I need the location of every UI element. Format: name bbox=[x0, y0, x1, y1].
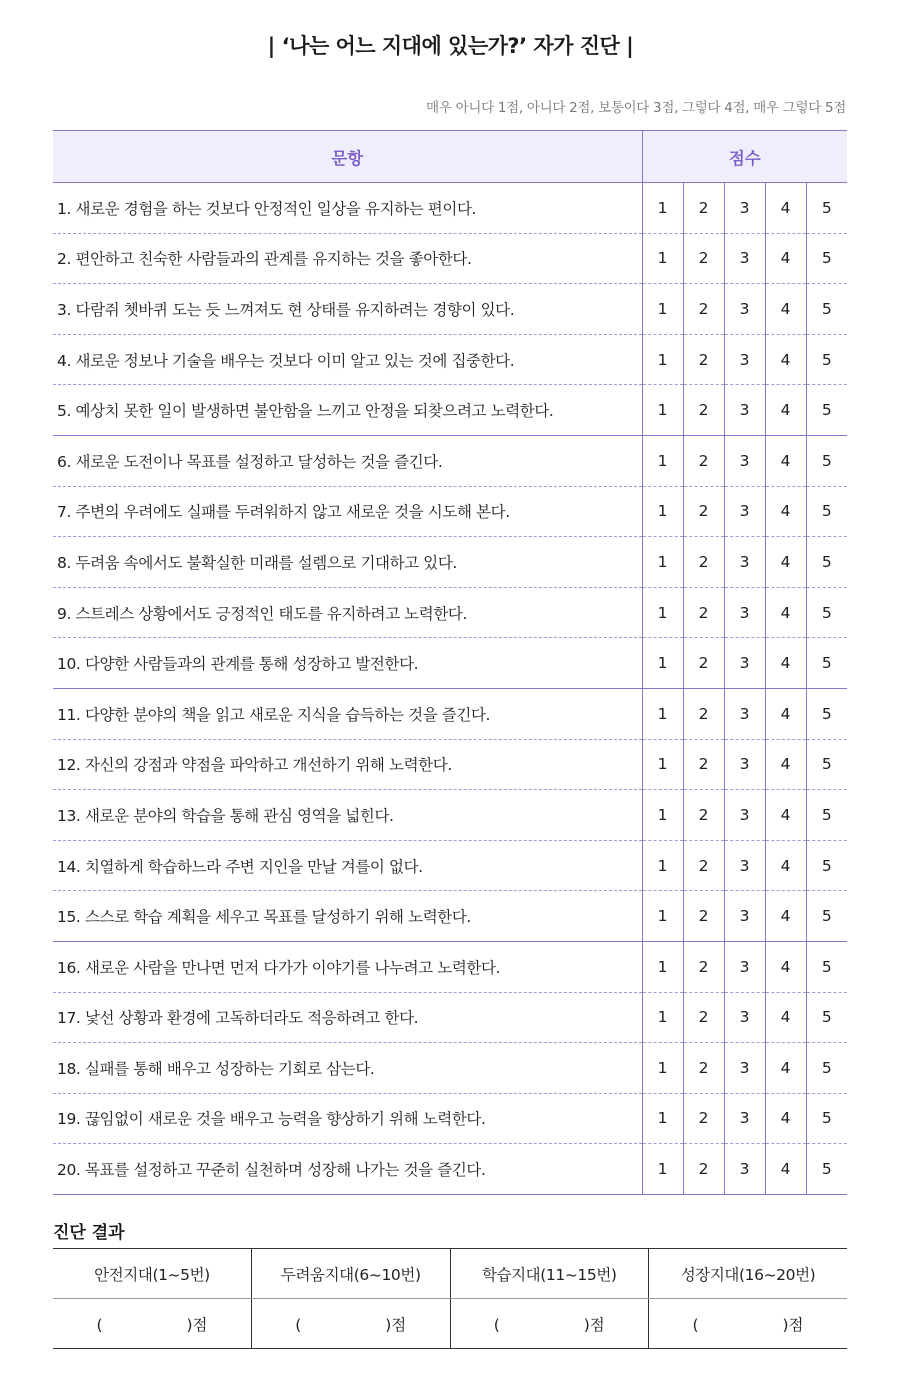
score-option-5[interactable]: 5 bbox=[806, 537, 847, 588]
score-option-5[interactable]: 5 bbox=[806, 638, 847, 689]
result-header-row bbox=[53, 1249, 847, 1299]
question-text: 11. 다양한 분야의 책을 읽고 새로운 지식을 습득하는 것을 즐긴다. bbox=[53, 688, 642, 739]
question-text: 15. 스스로 학습 계획을 세우고 목표를 달성하기 위해 노력한다. bbox=[53, 891, 642, 942]
table-header-row bbox=[53, 131, 847, 183]
question-text: 7. 주변의 우려에도 실패를 두려워하지 않고 새로운 것을 시도해 본다. bbox=[53, 486, 642, 537]
question-row bbox=[53, 1093, 847, 1144]
score-option-2[interactable]: 2 bbox=[683, 790, 724, 841]
question-text: 19. 끊임없이 새로운 것을 배우고 능력을 향상하기 위해 노력한다. bbox=[53, 1093, 642, 1144]
score-option-4[interactable]: 4 bbox=[765, 739, 806, 790]
question-row bbox=[53, 587, 847, 638]
zone-label: 학습지대(11~15번) bbox=[450, 1249, 649, 1299]
zone-score-blank[interactable] bbox=[53, 1299, 252, 1349]
score-option-3[interactable]: 3 bbox=[724, 688, 765, 739]
score-suffix: )점 bbox=[782, 1315, 804, 1334]
score-option-4[interactable]: 4 bbox=[765, 537, 806, 588]
score-option-3[interactable]: 3 bbox=[724, 891, 765, 942]
score-option-3[interactable]: 3 bbox=[724, 183, 765, 234]
score-option-2[interactable]: 2 bbox=[683, 334, 724, 385]
question-text: 8. 두려움 속에서도 불확실한 미래를 설렘으로 기대하고 있다. bbox=[53, 537, 642, 588]
question-text: 13. 새로운 분야의 학습을 통해 관심 영역을 넓힌다. bbox=[53, 790, 642, 841]
score-option-2[interactable]: 2 bbox=[683, 840, 724, 891]
score-option-3[interactable]: 3 bbox=[724, 537, 765, 588]
score-option-1[interactable]: 1 bbox=[642, 537, 683, 588]
score-option-3[interactable]: 3 bbox=[724, 486, 765, 537]
open-paren: ( bbox=[96, 1315, 103, 1334]
score-option-1[interactable]: 1 bbox=[642, 435, 683, 486]
score-option-2[interactable]: 2 bbox=[683, 183, 724, 234]
zone-score-blank[interactable] bbox=[649, 1299, 848, 1349]
question-row bbox=[53, 638, 847, 689]
score-option-2[interactable]: 2 bbox=[683, 587, 724, 638]
score-suffix: )점 bbox=[385, 1315, 407, 1334]
question-text: 12. 자신의 강점과 약점을 파악하고 개선하기 위해 노력한다. bbox=[53, 739, 642, 790]
question-row bbox=[53, 790, 847, 841]
question-text: 1. 새로운 경험을 하는 것보다 안정적인 일상을 유지하는 편이다. bbox=[53, 183, 642, 234]
score-option-2[interactable]: 2 bbox=[683, 233, 724, 284]
score-option-4[interactable]: 4 bbox=[765, 1043, 806, 1094]
score-option-2[interactable]: 2 bbox=[683, 284, 724, 335]
page-title: | ‘나는 어느 지대에 있는가?’ 자가 진단 | bbox=[267, 34, 634, 58]
score-option-4[interactable]: 4 bbox=[765, 638, 806, 689]
score-option-2[interactable]: 2 bbox=[683, 638, 724, 689]
question-row bbox=[53, 385, 847, 436]
score-option-1[interactable]: 1 bbox=[642, 1043, 683, 1094]
score-option-5[interactable]: 5 bbox=[806, 739, 847, 790]
score-option-5[interactable]: 5 bbox=[806, 385, 847, 436]
score-option-5[interactable]: 5 bbox=[806, 183, 847, 234]
score-option-5[interactable]: 5 bbox=[806, 284, 847, 335]
question-text: 14. 치열하게 학습하느라 주변 지인을 만날 겨를이 없다. bbox=[53, 840, 642, 891]
score-option-5[interactable]: 5 bbox=[806, 233, 847, 284]
score-option-5[interactable]: 5 bbox=[806, 941, 847, 992]
score-option-2[interactable]: 2 bbox=[683, 1144, 724, 1195]
question-row bbox=[53, 941, 847, 992]
question-text: 20. 목표를 설정하고 꾸준히 실천하며 성장해 나가는 것을 즐긴다. bbox=[53, 1144, 642, 1195]
score-option-1[interactable]: 1 bbox=[642, 233, 683, 284]
question-row bbox=[53, 1144, 847, 1195]
scale-note: 매우 아니다 1점, 아니다 2점, 보통이다 3점, 그렇다 4점, 매우 그렇다 5점 bbox=[426, 100, 846, 116]
score-option-2[interactable]: 2 bbox=[683, 1043, 724, 1094]
score-option-1[interactable]: 1 bbox=[642, 891, 683, 942]
score-option-2[interactable]: 2 bbox=[683, 891, 724, 942]
score-option-4[interactable]: 4 bbox=[765, 1144, 806, 1195]
score-option-2[interactable]: 2 bbox=[683, 435, 724, 486]
score-option-5[interactable]: 5 bbox=[806, 1093, 847, 1144]
score-option-5[interactable]: 5 bbox=[806, 840, 847, 891]
zone-label: 성장지대(16~20번) bbox=[649, 1249, 848, 1299]
question-row bbox=[53, 891, 847, 942]
score-option-4[interactable]: 4 bbox=[765, 435, 806, 486]
question-text: 10. 다양한 사람들과의 관계를 통해 성장하고 발전한다. bbox=[53, 638, 642, 689]
score-option-1[interactable]: 1 bbox=[642, 385, 683, 436]
question-row bbox=[53, 183, 847, 234]
score-option-3[interactable]: 3 bbox=[724, 1043, 765, 1094]
score-option-4[interactable]: 4 bbox=[765, 233, 806, 284]
score-option-5[interactable]: 5 bbox=[806, 435, 847, 486]
score-option-2[interactable]: 2 bbox=[683, 1093, 724, 1144]
question-text: 3. 다람쥐 쳇바퀴 도는 듯 느껴져도 현 상태를 유지하려는 경향이 있다. bbox=[53, 284, 642, 335]
score-option-4[interactable]: 4 bbox=[765, 891, 806, 942]
score-option-4[interactable]: 4 bbox=[765, 334, 806, 385]
question-row bbox=[53, 537, 847, 588]
score-option-3[interactable]: 3 bbox=[724, 1144, 765, 1195]
score-option-4[interactable]: 4 bbox=[765, 587, 806, 638]
score-option-1[interactable]: 1 bbox=[642, 941, 683, 992]
score-option-5[interactable]: 5 bbox=[806, 1043, 847, 1094]
question-text: 2. 편안하고 친숙한 사람들과의 관계를 유지하는 것을 좋아한다. bbox=[53, 233, 642, 284]
question-row bbox=[53, 1043, 847, 1094]
score-option-4[interactable]: 4 bbox=[765, 688, 806, 739]
score-option-1[interactable]: 1 bbox=[642, 284, 683, 335]
score-option-3[interactable]: 3 bbox=[724, 334, 765, 385]
question-text: 16. 새로운 사람을 만나면 먼저 다가가 이야기를 나누려고 노력한다. bbox=[53, 941, 642, 992]
score-option-3[interactable]: 3 bbox=[724, 233, 765, 284]
question-text: 17. 낯선 상황과 환경에 고독하더라도 적응하려고 한다. bbox=[53, 992, 642, 1043]
score-option-4[interactable]: 4 bbox=[765, 486, 806, 537]
score-option-5[interactable]: 5 bbox=[806, 688, 847, 739]
score-option-2[interactable]: 2 bbox=[683, 486, 724, 537]
score-option-3[interactable]: 3 bbox=[724, 435, 765, 486]
score-option-4[interactable]: 4 bbox=[765, 941, 806, 992]
score-option-2[interactable]: 2 bbox=[683, 941, 724, 992]
question-row bbox=[53, 992, 847, 1043]
score-option-4[interactable]: 4 bbox=[765, 284, 806, 335]
question-row bbox=[53, 233, 847, 284]
open-paren: ( bbox=[692, 1315, 699, 1334]
question-text: 6. 새로운 도전이나 목표를 설정하고 달성하는 것을 즐긴다. bbox=[53, 435, 642, 486]
score-option-1[interactable]: 1 bbox=[642, 1093, 683, 1144]
score-option-1[interactable]: 1 bbox=[642, 688, 683, 739]
score-option-3[interactable]: 3 bbox=[724, 739, 765, 790]
score-suffix: )점 bbox=[186, 1315, 208, 1334]
survey-body bbox=[53, 183, 847, 1195]
score-option-5[interactable]: 5 bbox=[806, 1144, 847, 1195]
score-option-3[interactable]: 3 bbox=[724, 1093, 765, 1144]
score-option-2[interactable]: 2 bbox=[683, 739, 724, 790]
score-option-2[interactable]: 2 bbox=[683, 992, 724, 1043]
zone-label: 두려움지대(6~10번) bbox=[252, 1249, 451, 1299]
question-row bbox=[53, 334, 847, 385]
question-column-header: 문항 bbox=[53, 131, 642, 183]
score-option-5[interactable]: 5 bbox=[806, 790, 847, 841]
score-option-3[interactable]: 3 bbox=[724, 385, 765, 436]
result-value-row bbox=[53, 1299, 847, 1349]
question-row bbox=[53, 435, 847, 486]
zone-label: 안전지대(1~5번) bbox=[53, 1249, 252, 1299]
score-option-3[interactable]: 3 bbox=[724, 992, 765, 1043]
score-option-3[interactable]: 3 bbox=[724, 284, 765, 335]
score-option-3[interactable]: 3 bbox=[724, 790, 765, 841]
score-option-4[interactable]: 4 bbox=[765, 992, 806, 1043]
open-paren: ( bbox=[295, 1315, 302, 1334]
question-row bbox=[53, 284, 847, 335]
score-option-3[interactable]: 3 bbox=[724, 587, 765, 638]
score-option-4[interactable]: 4 bbox=[765, 1093, 806, 1144]
score-option-1[interactable]: 1 bbox=[642, 992, 683, 1043]
score-option-5[interactable]: 5 bbox=[806, 992, 847, 1043]
score-option-1[interactable]: 1 bbox=[642, 840, 683, 891]
result-table bbox=[53, 1248, 847, 1349]
open-paren: ( bbox=[493, 1315, 500, 1334]
question-row bbox=[53, 486, 847, 537]
score-option-1[interactable]: 1 bbox=[642, 790, 683, 841]
score-option-1[interactable]: 1 bbox=[642, 739, 683, 790]
score-option-1[interactable]: 1 bbox=[642, 587, 683, 638]
score-column-header: 점수 bbox=[642, 131, 847, 183]
question-row bbox=[53, 739, 847, 790]
score-option-4[interactable]: 4 bbox=[765, 790, 806, 841]
score-suffix: )점 bbox=[583, 1315, 605, 1334]
score-option-3[interactable]: 3 bbox=[724, 638, 765, 689]
zone-score-blank[interactable] bbox=[252, 1299, 451, 1349]
score-option-2[interactable]: 2 bbox=[683, 688, 724, 739]
score-option-4[interactable]: 4 bbox=[765, 840, 806, 891]
zone-score-blank[interactable] bbox=[450, 1299, 649, 1349]
score-option-5[interactable]: 5 bbox=[806, 587, 847, 638]
question-text: 5. 예상치 못한 일이 발생하면 불안함을 느끼고 안정을 되찾으려고 노력한다. bbox=[53, 385, 642, 436]
question-text: 4. 새로운 정보나 기술을 배우는 것보다 이미 알고 있는 것에 집중한다. bbox=[53, 334, 642, 385]
survey-table bbox=[53, 130, 847, 1195]
score-option-2[interactable]: 2 bbox=[683, 385, 724, 436]
score-option-4[interactable]: 4 bbox=[765, 385, 806, 436]
result-title: 진단 결과 bbox=[53, 1223, 125, 1243]
question-row bbox=[53, 840, 847, 891]
score-option-1[interactable]: 1 bbox=[642, 486, 683, 537]
score-option-1[interactable]: 1 bbox=[642, 334, 683, 385]
question-row bbox=[53, 688, 847, 739]
score-option-2[interactable]: 2 bbox=[683, 537, 724, 588]
question-text: 9. 스트레스 상황에서도 긍정적인 태도를 유지하려고 노력한다. bbox=[53, 587, 642, 638]
score-option-5[interactable]: 5 bbox=[806, 891, 847, 942]
score-option-3[interactable]: 3 bbox=[724, 840, 765, 891]
score-option-1[interactable]: 1 bbox=[642, 183, 683, 234]
score-option-5[interactable]: 5 bbox=[806, 334, 847, 385]
question-text: 18. 실패를 통해 배우고 성장하는 기회로 삼는다. bbox=[53, 1043, 642, 1094]
score-option-5[interactable]: 5 bbox=[806, 486, 847, 537]
score-option-1[interactable]: 1 bbox=[642, 1144, 683, 1195]
score-option-1[interactable]: 1 bbox=[642, 638, 683, 689]
score-option-4[interactable]: 4 bbox=[765, 183, 806, 234]
score-option-3[interactable]: 3 bbox=[724, 941, 765, 992]
